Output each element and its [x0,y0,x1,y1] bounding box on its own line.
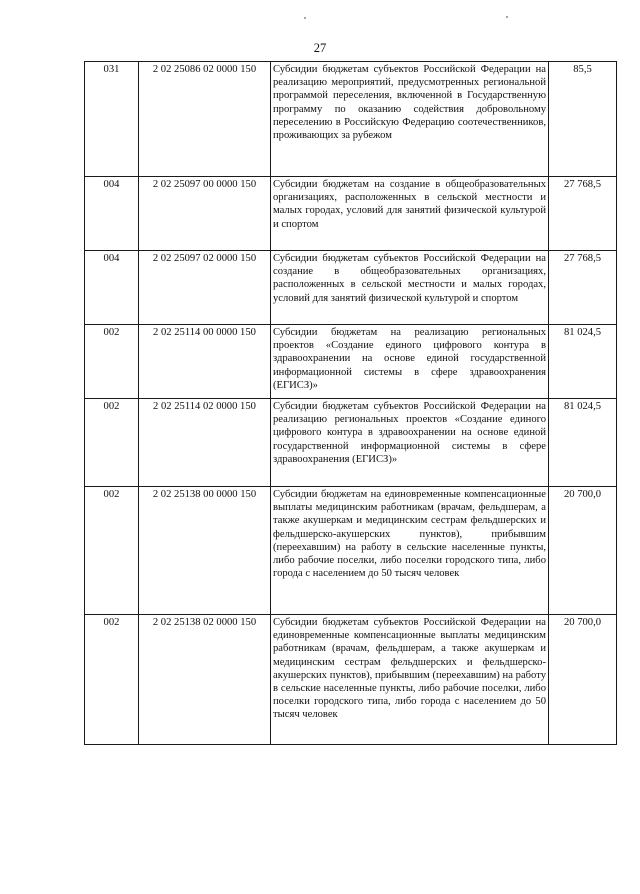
admin-code-cell: 031 [85,62,139,177]
admin-code-cell: 002 [85,399,139,487]
budget-class-code-cell: 2 02 25138 02 0000 150 [139,615,271,745]
description-cell: Субсидии бюджетам субъектов Российской Федерации на реализацию региональных проектов «Создание единого цифрового контура в здравоохранении на основе единой государственной информационной системы в сфере здравоохранения (ЕГИСЗ)» [271,399,549,487]
admin-code-cell: 002 [85,615,139,745]
description-cell: Субсидии бюджетам на создание в общеобразовательных организациях, расположенных в сельской местности и малых городах, условий для занятий физической культурой и спортом [271,177,549,251]
amount-cell: 27 768,5 [549,177,617,251]
budget-class-code-cell: 2 02 25114 02 0000 150 [139,399,271,487]
scan-speck [506,16,508,18]
table-row [85,487,617,615]
budget-class-code-cell: 2 02 25097 02 0000 150 [139,251,271,325]
table-row [85,615,617,745]
admin-code-cell: 004 [85,177,139,251]
budget-class-code-cell: 2 02 25086 02 0000 150 [139,62,271,177]
description-cell: Субсидии бюджетам субъектов Российской Федерации на единовременные компенсационные выплаты медицинским работникам (врачам, фельдшерам, а также акушеркам и медицинским сестрам фельдшерских и фельдшерско-акушерских пунктов), прибывшим (переехавшим) на работу в сельские населенные пункты, либо рабочие поселки, либо поселки городского типа, либо города с населением до 50 тысяч человек [271,615,549,745]
scan-speck [304,17,306,19]
budget-class-code-cell: 2 02 25114 00 0000 150 [139,325,271,399]
budget-class-code-cell: 2 02 25138 00 0000 150 [139,487,271,615]
amount-cell: 20 700,0 [549,487,617,615]
amount-cell: 85,5 [549,62,617,177]
admin-code-cell: 004 [85,251,139,325]
table-row [85,325,617,399]
admin-code-cell: 002 [85,487,139,615]
table-row [85,62,617,177]
budget-class-code-cell: 2 02 25097 00 0000 150 [139,177,271,251]
amount-cell: 81 024,5 [549,325,617,399]
amount-cell: 27 768,5 [549,251,617,325]
page-number: 27 [313,41,327,55]
amount-cell: 20 700,0 [549,615,617,745]
table-row [85,251,617,325]
amount-cell: 81 024,5 [549,399,617,487]
table-row [85,177,617,251]
table-row [85,399,617,487]
budget-revenue-table [84,61,617,745]
description-cell: Субсидии бюджетам на реализацию региональных проектов «Создание единого цифрового контура в здравоохранении на основе единой государственной информационной системы в сфере здравоохранения (ЕГИСЗ)» [271,325,549,399]
description-cell: Субсидии бюджетам на единовременные компенсационные выплаты медицинским работникам (врачам, фельдшерам, а также акушеркам и медицинским сестрам фельдшерских и фельдшерско-акушерских пунктов), прибывшим (переехавшим) на работу в сельские населенные пункты, либо рабочие поселки, либо поселки городского типа, либо города с населением до 50 тысяч человек [271,487,549,615]
admin-code-cell: 002 [85,325,139,399]
description-cell: Субсидии бюджетам субъектов Российской Федерации на реализацию мероприятий, предусмотренных региональной программой переселения, включенной в Государственную программу по оказанию содействия добровольному переселению в Российскую Федерацию соотечественников, проживающих за рубежом [271,62,549,177]
description-cell: Субсидии бюджетам субъектов Российской Федерации на создание в общеобразовательных организациях, расположенных в сельской местности и малых городах, условий для занятий физической культурой и спортом [271,251,549,325]
